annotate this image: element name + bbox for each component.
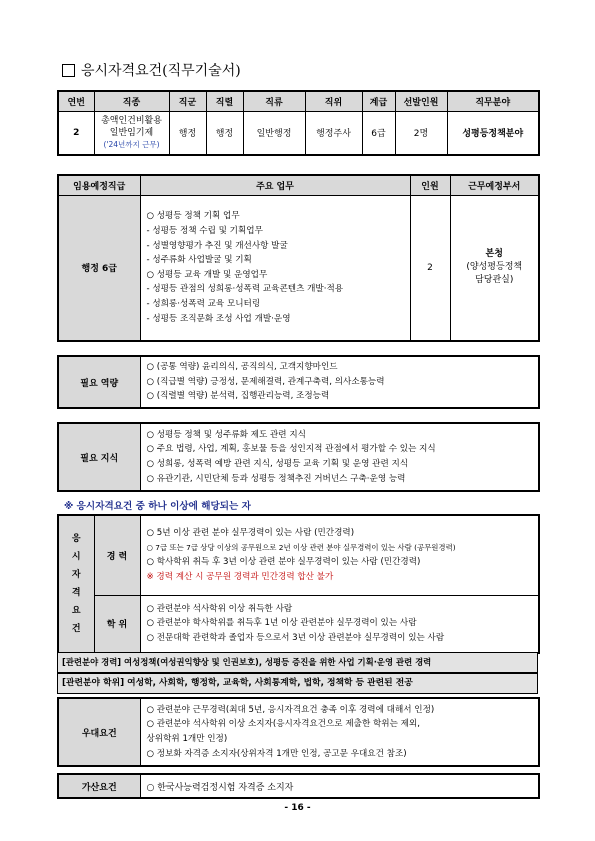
cell-field: 성평등정책분야	[447, 111, 539, 155]
list-item: ○ 관련분야 석사학위 이상 소지자(응시자격요건으로 제출한 학위는 제외,	[146, 719, 420, 730]
list-item: ○ 성희롱, 성폭력 예방 관련 지식, 성평등 교육 기획 및 운영 관련 지식	[146, 459, 409, 469]
job-type-note: ('24년까지 근무)	[103, 139, 160, 149]
duties-table-header	[58, 175, 539, 195]
cell-grade: 6급	[362, 111, 395, 155]
cell-job-type	[94, 111, 169, 155]
table-row	[58, 774, 539, 798]
col-header: 계급	[362, 91, 395, 111]
knowledge-label: 필요 지식	[58, 423, 140, 491]
dept-sub: (양성평등정책	[466, 262, 523, 273]
bonus-label: 가산요건	[58, 774, 140, 798]
table-row	[58, 195, 539, 341]
heading-text: 응시자격요건(직무기술서)	[81, 63, 241, 79]
list-item: - 성평등 정책 수립 및 기획업무	[146, 225, 263, 236]
col-header: 직위	[305, 91, 362, 111]
col-header: 인원	[410, 175, 450, 195]
label-char: 건	[71, 624, 81, 634]
list-item: ○ (직렬별 역량) 분석력, 집행관리능력, 조정능력	[146, 391, 330, 402]
list-item: ○ 성평등 정책 기획 업무	[146, 211, 240, 222]
qualification-note: ※ 응시자격요건 중 하나 이상에 해당되는 자	[64, 501, 251, 512]
career-label: 경 력	[94, 515, 140, 595]
qualification-main-label	[58, 515, 94, 653]
cell-rank: 행정 6급	[58, 195, 140, 341]
table-row	[58, 698, 539, 766]
label-char: 시	[71, 552, 81, 562]
label-char: 자	[71, 570, 81, 580]
page-number: - 16 -	[284, 803, 311, 813]
related-career-bar: [관련분야 경력] 여성정책(여성권익향상 및 인권보호), 성평등 증진을 위한 사업 기획·운영 관련 경력	[57, 652, 538, 673]
career-list	[140, 515, 539, 595]
col-header: 주요 업무	[140, 175, 410, 195]
list-item: ○ 관련분야 근무경력(최대 5년, 응시자격요건 충족 이후 경력에 대해서 인정)	[146, 704, 435, 715]
list-item: ○ 학사학위 취득 후 3년 이상 관련 분야 실무경력이 있는 사람 (민간경력)	[146, 557, 421, 568]
list-item: - 성평등 관점의 성희롱·성폭력 교육콘텐츠 개발·적용	[146, 284, 344, 295]
col-header: 직렬	[206, 91, 243, 111]
list-item: ○ 성평등 교육 개발 및 운영업무	[146, 269, 268, 280]
list-item: ○ (공통 역량) 윤리의식, 공직의식, 고객지향마인드	[146, 362, 338, 373]
list-item: ○ 성평등 정책 및 성주류화 제도 관련 지식	[146, 429, 306, 440]
col-header: 연번	[58, 91, 94, 111]
preference-label: 우대요건	[58, 698, 140, 766]
checkbox-icon	[62, 64, 75, 77]
knowledge-table	[57, 422, 540, 492]
list-item: - 성평등 조직문화 조성 사업 개발·운영	[146, 313, 291, 324]
duties-list	[140, 195, 410, 341]
job-type-line1: 총액인건비활용	[101, 115, 162, 126]
qualification-table	[57, 514, 540, 654]
cell-position: 행정주사	[305, 111, 362, 155]
career-warning: ※ 경력 계산 시 공무원 경력과 민간경력 합산 불가	[146, 571, 334, 582]
degree-label: 학 위	[94, 595, 140, 653]
list-item: ○ 7급 또는 7급 상당 이상의 공무원으로 2년 이상 관련 분야 실무경력이 있는 사람 (공무원경력)	[146, 542, 456, 552]
job-type-line2: 일반임기제	[109, 127, 154, 138]
list-item: - 성별영향평가 추진 및 개선사항 발굴	[146, 240, 288, 251]
list-item: 상위학위 1개만 인정)	[146, 734, 228, 744]
knowledge-list	[140, 423, 539, 491]
duties-table	[57, 174, 540, 342]
position-table	[57, 90, 540, 156]
cell-dept	[450, 195, 539, 341]
bonus-table	[57, 773, 540, 799]
position-table-header	[58, 91, 539, 111]
cell-count: 2	[410, 195, 450, 341]
col-header: 선발인원	[395, 91, 447, 111]
cell-group: 행정	[169, 111, 206, 155]
table-row	[58, 111, 539, 155]
list-item: ○ (직급별 역량) 긍정성, 문제해결력, 관계구축력, 의사소통능력	[146, 376, 385, 387]
related-degree-bar: [관련분야 학위] 여성학, 사회학, 행정학, 교육학, 사회통계학, 법학, 정책학 등 관련된 전공	[57, 673, 538, 694]
list-item: ○ 유관기관, 시민단체 등과 성평등 정책추진 거버넌스 구축·운영 능력	[146, 473, 406, 484]
list-item: ○ 5년 이상 관련 분야 실무경력이 있는 사람 (민간경력)	[146, 528, 355, 539]
list-item: - 성희롱·성폭력 교육 모니터링	[146, 298, 261, 309]
degree-list	[140, 595, 539, 653]
cell-class: 일반행정	[243, 111, 305, 155]
preference-list	[140, 698, 539, 766]
list-item: ○ 관련분야 학사학위를 취득후 1년 이상 관련분야 실무경력이 있는 사람	[146, 618, 417, 629]
label-char: 응	[71, 534, 81, 544]
table-row	[58, 356, 539, 408]
col-header: 직류	[243, 91, 305, 111]
label-char: 격	[71, 588, 81, 598]
list-item: ○ 주요 법령, 사업, 계획, 홍보물 등을 성인지적 관점에서 평가할 수 있는 지식	[146, 444, 436, 455]
table-row	[58, 515, 539, 595]
competency-list	[140, 356, 539, 408]
list-item: ○ 전문대학 관련학과 졸업자 등으로서 3년 이상 관련분야 실무경력이 있는 사람	[146, 633, 445, 644]
table-row	[58, 595, 539, 653]
list-item: ○ 정보화 자격증 소지자(상위자격 1개만 인정, 공고문 우대요건 참조)	[146, 748, 407, 759]
bonus-item: ○ 한국사능력검정시험 자격증 소지자	[140, 774, 539, 798]
competency-label: 필요 역량	[58, 356, 140, 408]
cell-count: 2명	[395, 111, 447, 155]
col-header: 임용예정직급	[58, 175, 140, 195]
cell-no: 2	[58, 111, 94, 155]
label-char: 요	[71, 606, 81, 616]
preference-table	[57, 697, 540, 767]
table-row	[58, 423, 539, 491]
dept-sub: 담당관실)	[475, 275, 514, 286]
list-item: - 성주류화 사업발굴 및 기획	[146, 255, 252, 266]
competency-table	[57, 355, 540, 409]
col-header: 직군	[169, 91, 206, 111]
col-header: 직종	[94, 91, 169, 111]
col-header: 근무예정부서	[450, 175, 539, 195]
col-header: 직무분야	[447, 91, 539, 111]
list-item: ○ 관련분야 석사학위 이상 취득한 사람	[146, 603, 293, 614]
cell-series: 행정	[206, 111, 243, 155]
page-heading	[62, 60, 241, 80]
dept-name: 본청	[485, 249, 503, 260]
